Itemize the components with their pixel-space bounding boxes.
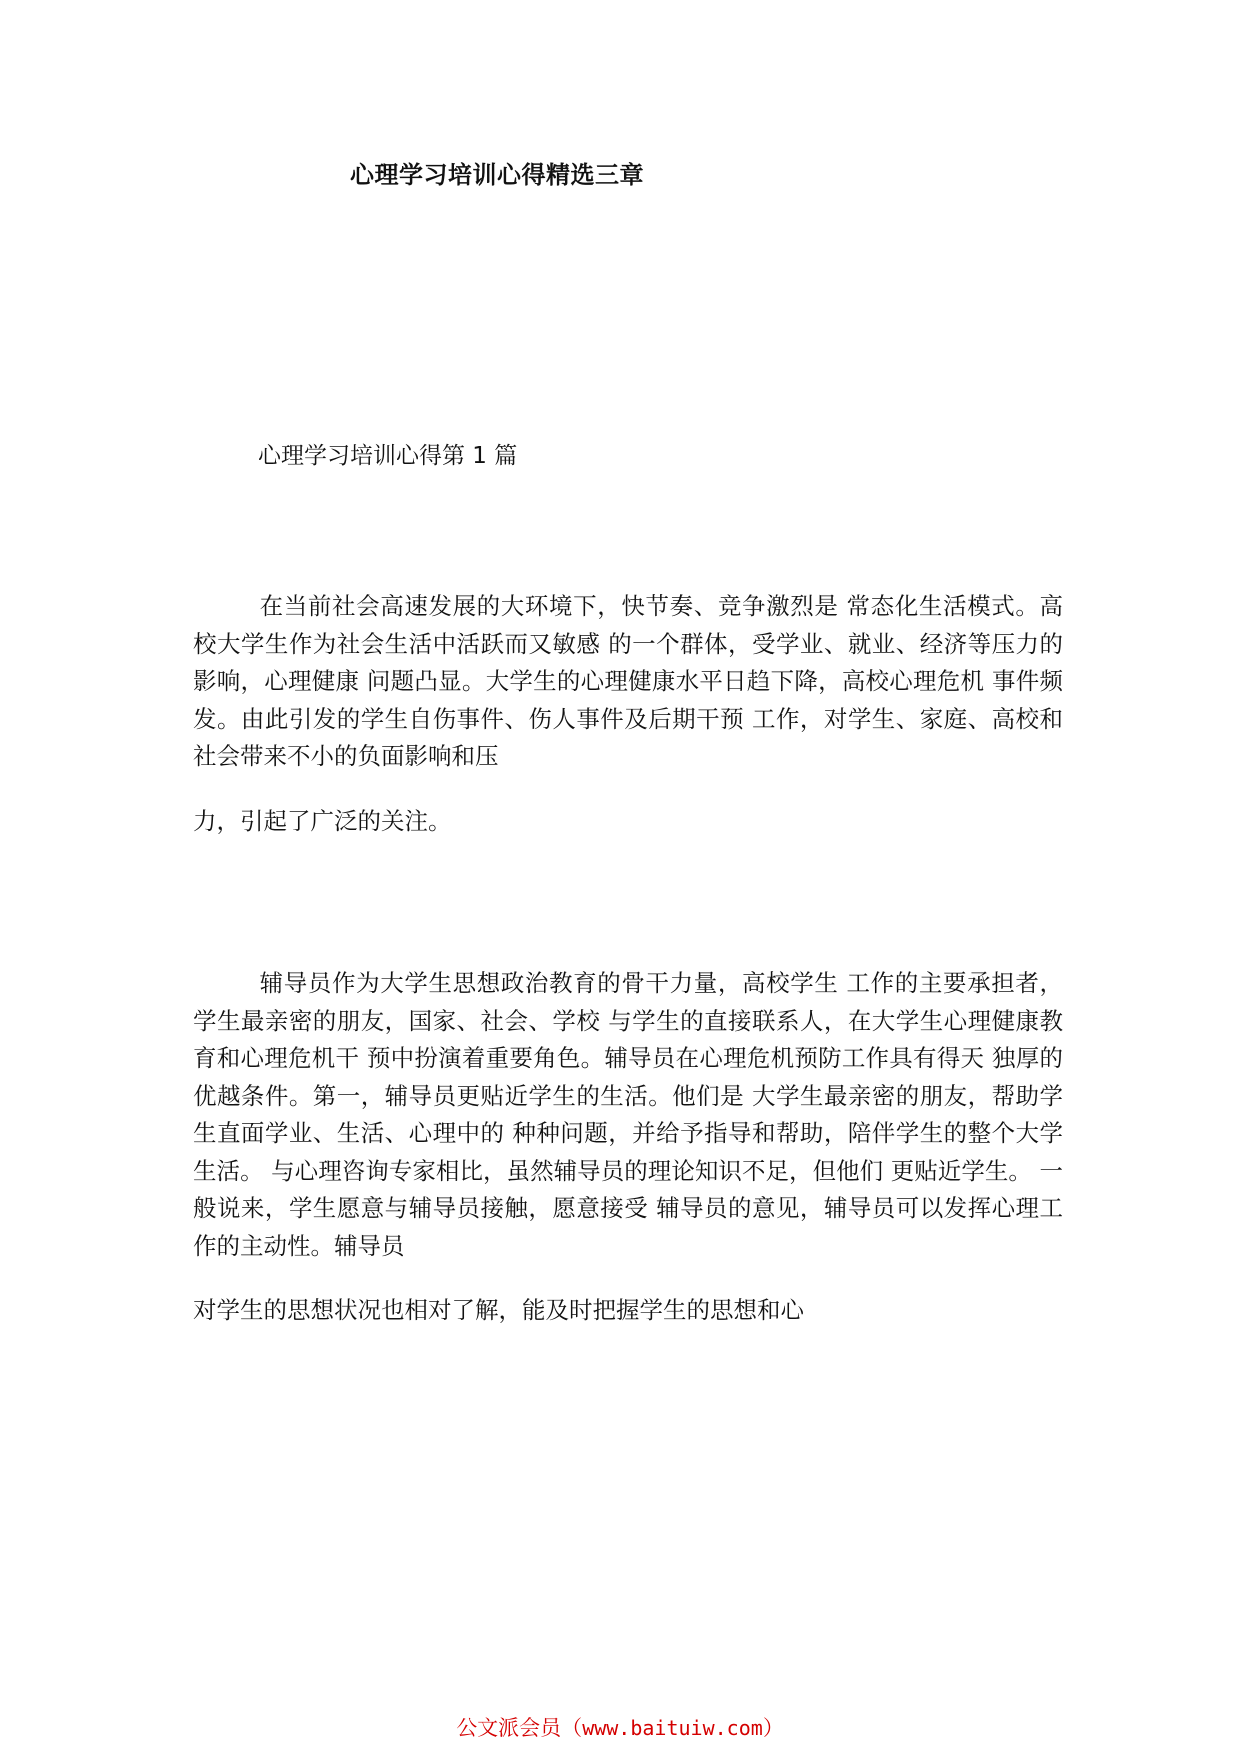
- document-title: 心理学习培训心得精选三章: [350, 161, 644, 189]
- paragraph-1-continuation: [193, 803, 1063, 841]
- footer-prefix: 公文派会员（: [456, 1716, 583, 1740]
- paragraph-2: [193, 965, 1063, 1265]
- paragraph-2-continuation-text: 对学生的思想状况也相对了解，能及时把握学生的思想和心: [193, 1296, 804, 1324]
- paragraph-2-continuation: [193, 1292, 1063, 1330]
- paragraph-2-text: 辅导员作为大学生思想政治教育的骨干力量，高校学生 工作的主要承担者，学生最亲密的朋友，国家、社会、学校 与学生的直接联系人，在大学生心理健康教育和心理危机干 预中扮演着重要角色。辅导员在心理危机预防工作具有得天 独厚的优越条件。第一，辅导员更贴近学生的生活。他们是 大学生最亲密的朋友，帮助学生直面学业、生活、心理中的 种种问题，并给予指导和帮助，陪伴学生的整个大学生活。 与心理咨询专家相比，虽然辅导员的理论知识不足，但他们 更贴近学生。 一般说来，学生愿意与辅导员接触，愿意接受 辅导员的意见，辅导员可以发挥心理工作的主动性。辅导员: [193, 969, 1063, 1260]
- paragraph-1: [193, 588, 1063, 776]
- paragraph-1-text: 在当前社会高速发展的大环境下，快节奏、竞争激烈是 常态化生活模式。高校大学生作为社会生活中活跃而又敏感 的一个群体，受学业、就业、经济等压力的影响，心理健康 问题凸显。大学生的心理健康水平日趋下降，高校心理危机 事件频发。由此引发的学生自伤事件、伤人事件及后期干预 工作，对学生、家庭、高校和社会带来不小的负面影响和压: [193, 592, 1063, 770]
- paragraph-1-continuation-text: 力，引起了广泛的关注。: [193, 807, 452, 835]
- chapter-heading: 心理学习培训心得第 1 篇: [258, 443, 518, 469]
- footer-suffix: ）: [762, 1716, 784, 1740]
- footer-watermark: [0, 1712, 1240, 1742]
- footer-url-link[interactable]: www.baituiw.com: [582, 1716, 763, 1740]
